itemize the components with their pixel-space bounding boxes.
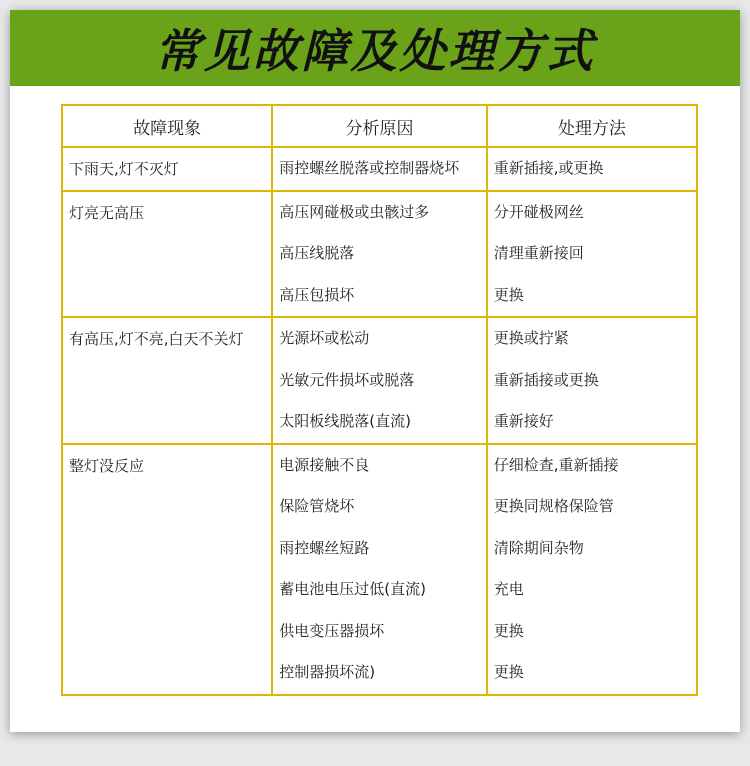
symptom-cell bbox=[62, 444, 272, 695]
cause-item: 太阳板线脱落(直流) bbox=[279, 412, 411, 430]
table-row bbox=[62, 191, 697, 318]
solution-item: 更换 bbox=[493, 621, 524, 640]
solution-item: 重新插接,或更换 bbox=[493, 159, 604, 177]
solution-item: 重新插接或更换 bbox=[493, 370, 599, 389]
solution-item: 充电 bbox=[493, 580, 524, 598]
solution-cell bbox=[487, 317, 697, 444]
cause-item: 高压线脱落 bbox=[279, 244, 355, 262]
table-header-row bbox=[62, 105, 697, 147]
table-row bbox=[62, 147, 697, 191]
header-solution: 处理方法 bbox=[487, 105, 697, 147]
symptom-text: 整灯没反应 bbox=[69, 456, 145, 475]
solution-cell bbox=[487, 147, 697, 191]
symptom-cell bbox=[62, 317, 272, 444]
solution-cell bbox=[487, 191, 697, 318]
solution-item: 更换 bbox=[493, 663, 524, 681]
cause-item: 电源接触不良 bbox=[279, 455, 370, 474]
symptom-text: 有高压,灯不亮,白天不关灯 bbox=[69, 330, 244, 348]
cause-item: 光敏元件损坏或脱落 bbox=[279, 370, 415, 389]
solution-item: 仔细检查,重新插接 bbox=[493, 455, 619, 474]
symptom-cell bbox=[62, 147, 272, 191]
cause-item: 光源坏或松动 bbox=[279, 329, 370, 347]
symptom-text: 下雨天,灯不灭灯 bbox=[69, 160, 179, 178]
solution-item: 分开碰极网丝 bbox=[493, 202, 584, 221]
cause-item: 保险管烧坏 bbox=[279, 497, 355, 515]
cause-cell bbox=[272, 147, 487, 191]
title-banner bbox=[10, 10, 740, 86]
cause-cell bbox=[272, 444, 487, 695]
solution-item: 清理重新接回 bbox=[493, 244, 584, 262]
table-row bbox=[62, 444, 697, 695]
solution-item: 清除期间杂物 bbox=[493, 538, 584, 557]
cause-item: 高压包损坏 bbox=[279, 285, 355, 304]
symptom-cell bbox=[62, 191, 272, 318]
fault-table bbox=[61, 104, 698, 696]
solution-item: 更换 bbox=[493, 285, 524, 304]
cause-cell bbox=[272, 317, 487, 444]
header-symptom: 故障现象 bbox=[62, 105, 272, 147]
cause-cell bbox=[272, 191, 487, 318]
cause-item: 高压网碰极或虫骸过多 bbox=[279, 202, 430, 221]
solution-cell bbox=[487, 444, 697, 695]
solution-item: 更换或拧紧 bbox=[493, 329, 569, 347]
content-card bbox=[10, 10, 740, 732]
cause-item: 雨控螺丝脱落或控制器烧坏 bbox=[279, 159, 460, 177]
page-title: 常见故障及处理方式 bbox=[154, 24, 596, 78]
cause-item: 控制器损坏流) bbox=[279, 663, 376, 681]
table-row bbox=[62, 317, 697, 444]
cause-item: 供电变压器损坏 bbox=[279, 621, 385, 640]
symptom-text: 灯亮无高压 bbox=[69, 203, 145, 222]
solution-item: 重新接好 bbox=[493, 412, 554, 430]
solution-item: 更换同规格保险管 bbox=[493, 497, 614, 515]
cause-item: 雨控螺丝短路 bbox=[279, 538, 370, 557]
cause-item: 蓄电池电压过低(直流) bbox=[279, 580, 426, 598]
header-cause: 分析原因 bbox=[272, 105, 487, 147]
